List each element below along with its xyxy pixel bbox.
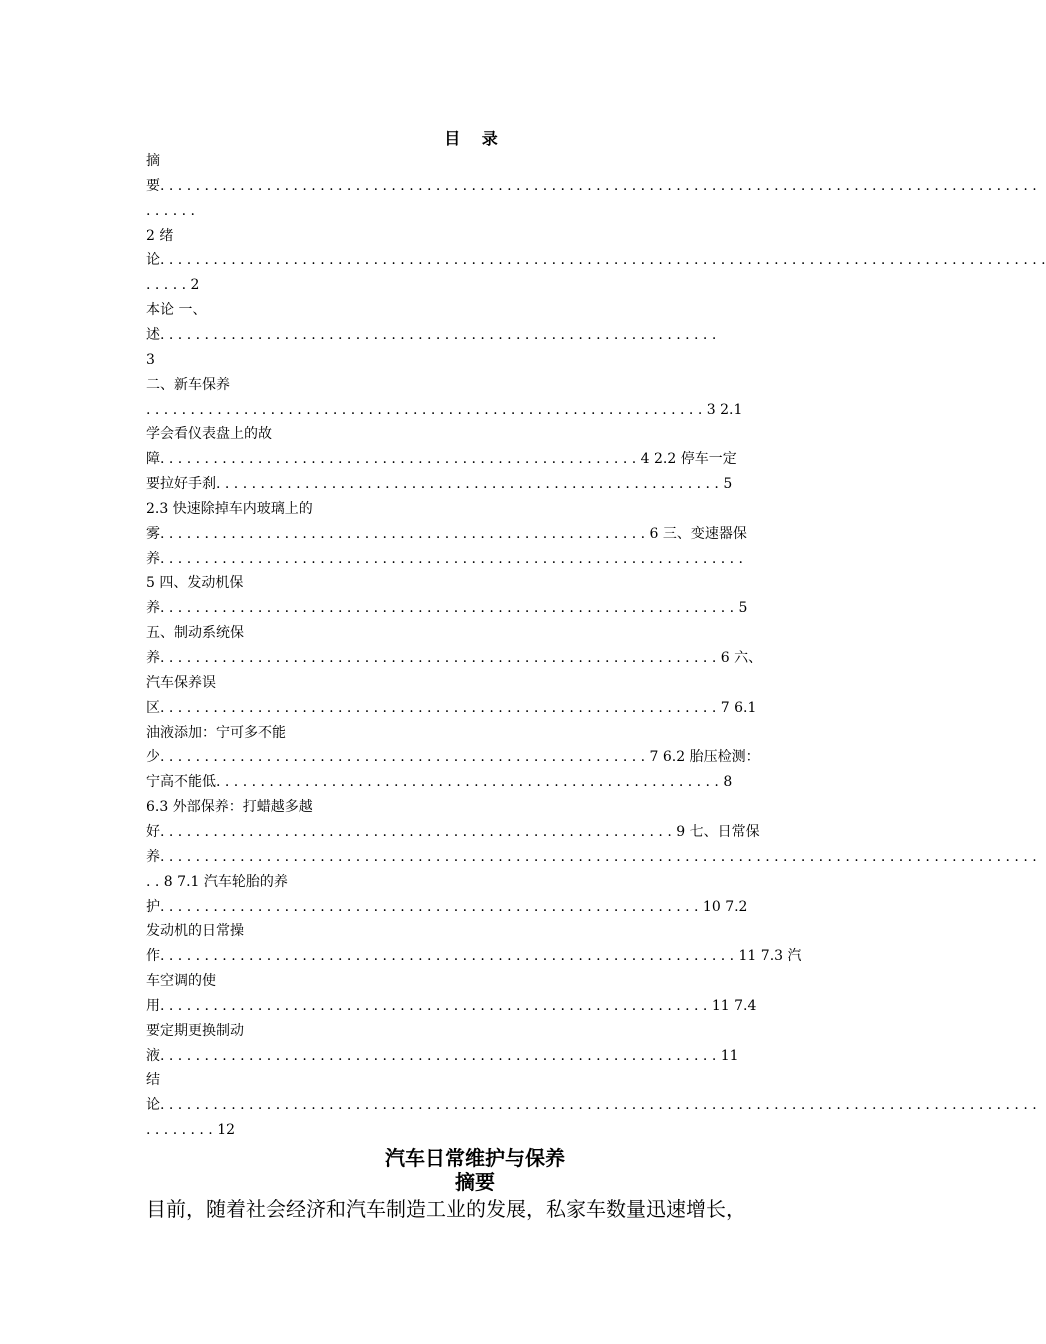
document-title: 汽车日常维护与保养 <box>385 1146 565 1170</box>
toc-line: . . . . . . . . . . . . . . . . . . . . . . . . . . . . . . . . . . . . . . . . . . . . . . . . . . . . . . . . . . . . . . . 3 2.1 <box>146 402 743 418</box>
toc-line: 养. . . . . . . . . . . . . . . . . . . . . . . . . . . . . . . . . . . . . . . . . . . . . . . . . . . . . . . . . . . . . . . 6 六、 <box>146 650 763 666</box>
toc-line: 要定期更换制动 <box>146 1023 244 1039</box>
toc-line: 二、新车保养 <box>146 377 230 393</box>
toc-title: 目 录 <box>444 129 506 148</box>
toc-line: . . . . . . <box>146 203 195 219</box>
toc-line: 论. . . . . . . . . . . . . . . . . . . . . . . . . . . . . . . . . . . . . . . . . . . . . . . . . . . . . . . . . . . . . . . . . . . . . . . . . . . . . . . . . . . . . . . . . . . . . . . . . . . . <box>146 252 1046 268</box>
toc-line: 述. . . . . . . . . . . . . . . . . . . . . . . . . . . . . . . . . . . . . . . . . . . . . . . . . . . . . . . . . . . . . . . <box>146 327 717 343</box>
toc-line: 液. . . . . . . . . . . . . . . . . . . . . . . . . . . . . . . . . . . . . . . . . . . . . . . . . . . . . . . . . . . . . . . 11 <box>146 1048 739 1064</box>
toc-line: 学会看仪表盘上的故 <box>146 426 272 442</box>
abstract-first-line: 目前，随着社会经济和汽车制造工业的发展，私家车数量迅速增长， <box>146 1197 746 1221</box>
toc-line: . . 8 7.1 汽车轮胎的养 <box>146 874 288 890</box>
toc-line: 6.3 外部保养：打蜡越多越 <box>146 799 313 815</box>
toc-line: 用. . . . . . . . . . . . . . . . . . . . . . . . . . . . . . . . . . . . . . . . . . . . . . . . . . . . . . . . . . . . . . 11 7.4 <box>146 998 757 1014</box>
toc-line: 区. . . . . . . . . . . . . . . . . . . . . . . . . . . . . . . . . . . . . . . . . . . . . . . . . . . . . . . . . . . . . . . 7 6.1 <box>146 700 757 716</box>
toc-line: 要. . . . . . . . . . . . . . . . . . . . . . . . . . . . . . . . . . . . . . . . . . . . . . . . . . . . . . . . . . . . . . . . . . . . . . . . . . . . . . . . . . . . . . . . . . . . . . . . . . . <box>146 178 1037 194</box>
toc-line: 论. . . . . . . . . . . . . . . . . . . . . . . . . . . . . . . . . . . . . . . . . . . . . . . . . . . . . . . . . . . . . . . . . . . . . . . . . . . . . . . . . . . . . . . . . . . . . . . . . . . <box>146 1097 1037 1113</box>
toc-line: 油液添加：宁可多不能 <box>146 725 286 741</box>
toc-line: 5 四、发动机保 <box>146 575 244 591</box>
toc-line: 好. . . . . . . . . . . . . . . . . . . . . . . . . . . . . . . . . . . . . . . . . . . . . . . . . . . . . . . . . . 9 七、日常保 <box>146 824 760 840</box>
toc-line: 摘 <box>146 153 160 169</box>
toc-line: 要拉好手刹. . . . . . . . . . . . . . . . . . . . . . . . . . . . . . . . . . . . . . . . . . . . . . . . . . . . . . . . . 5 <box>146 476 733 492</box>
toc-line: 2 绪 <box>146 228 174 244</box>
toc-line: 障. . . . . . . . . . . . . . . . . . . . . . . . . . . . . . . . . . . . . . . . . . . . . . . . . . . . . . 4 2.2 停车一定 <box>146 451 737 467</box>
toc-line: . . . . . . . . 12 <box>146 1122 236 1138</box>
toc-line: 宁高不能低. . . . . . . . . . . . . . . . . . . . . . . . . . . . . . . . . . . . . . . . . . . . . . . . . . . . . . . . . 8 <box>146 774 733 790</box>
toc-line: . . . . . 2 <box>146 277 200 293</box>
toc-line: 养. . . . . . . . . . . . . . . . . . . . . . . . . . . . . . . . . . . . . . . . . . . . . . . . . . . . . . . . . . . . . . . . . . . . . . . . . . . . . . . . . . . . . . . . . . . . . . . . . . . <box>146 849 1037 865</box>
toc-line: 养. . . . . . . . . . . . . . . . . . . . . . . . . . . . . . . . . . . . . . . . . . . . . . . . . . . . . . . . . . . . . . . . . 5 <box>146 600 748 616</box>
toc-line: 2.3 快速除掉车内玻璃上的 <box>146 501 313 517</box>
toc-line: 养. . . . . . . . . . . . . . . . . . . . . . . . . . . . . . . . . . . . . . . . . . . . . . . . . . . . . . . . . . . . . . . . . . <box>146 551 743 567</box>
toc-line: 3 <box>146 352 155 368</box>
toc-line: 发动机的日常操 <box>146 923 244 939</box>
toc-line: 五、制动系统保 <box>146 625 244 641</box>
toc-line: 车空调的使 <box>146 973 216 989</box>
toc-line: 本论 一、 <box>146 302 207 318</box>
toc-line: 少. . . . . . . . . . . . . . . . . . . . . . . . . . . . . . . . . . . . . . . . . . . . . . . . . . . . . . . 7 6.2 胎压检测： <box>146 749 760 765</box>
toc-line: 雾. . . . . . . . . . . . . . . . . . . . . . . . . . . . . . . . . . . . . . . . . . . . . . . . . . . . . . . 6 三、变速器保 <box>146 526 747 542</box>
toc-line: 结 <box>146 1072 160 1088</box>
toc-line: 汽车保养误 <box>146 675 216 691</box>
toc-line: 作. . . . . . . . . . . . . . . . . . . . . . . . . . . . . . . . . . . . . . . . . . . . . . . . . . . . . . . . . . . . . . . . . 11 7.3 汽 <box>146 948 802 964</box>
toc-line: 护. . . . . . . . . . . . . . . . . . . . . . . . . . . . . . . . . . . . . . . . . . . . . . . . . . . . . . . . . . . . . 10 7.2 <box>146 899 748 915</box>
abstract-heading: 摘要 <box>455 1170 495 1194</box>
